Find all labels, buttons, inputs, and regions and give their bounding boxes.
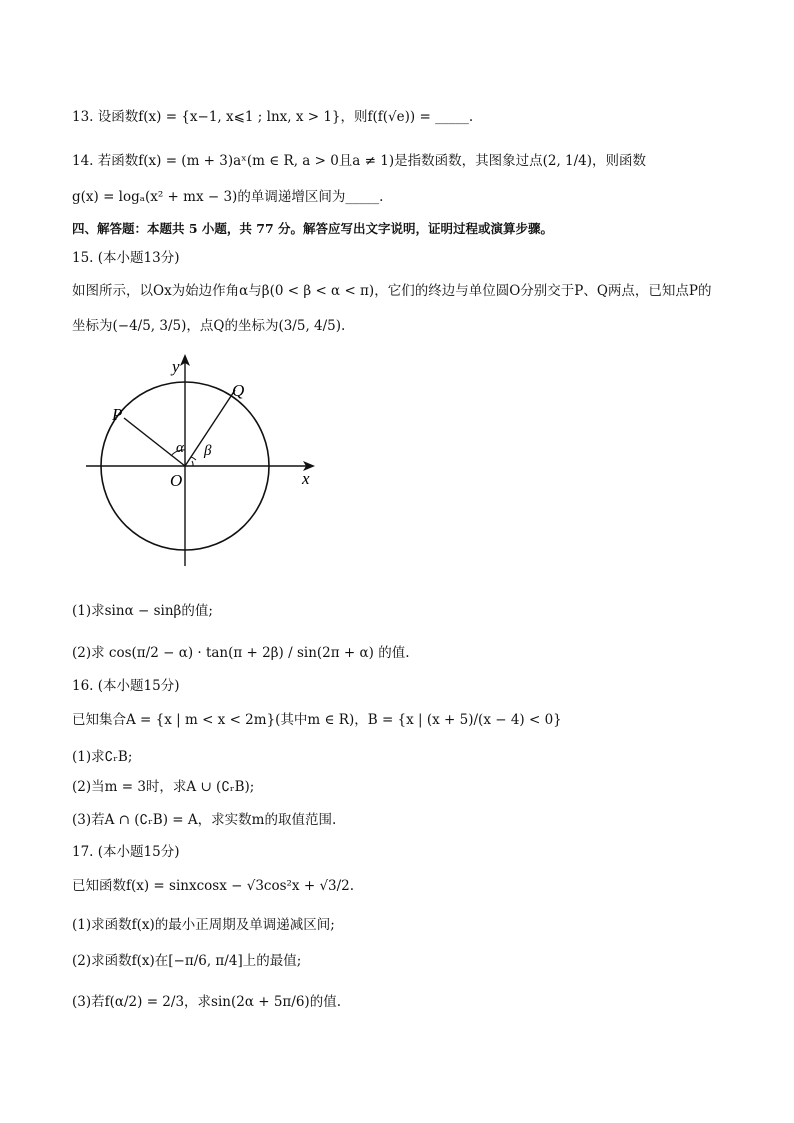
question-16-line-1: 已知集合A = {x | m < x < 2m}(其中m ∈ R)，B = {x | (x + 5)/(x − 4) < 0} [72,712,562,728]
question-15-part-1: (1)求sinα − sinβ的值; [72,603,213,619]
y-axis-label: y [172,357,180,376]
unit-circle-figure [72,350,332,575]
question-16-part-3: (3)若A ∩ (∁ᵣB) = A，求实数m的取值范围. [72,812,337,828]
question-16-part-2: (2)当m = 3时，求A ∪ (∁ᵣB); [72,779,255,795]
question-15-header: 15. (本小题13分) [72,250,180,266]
question-16-part-1: (1)求∁ᵣB; [72,749,133,765]
section-heading: 四、解答题：本题共 5 小题，共 77 分。解答应写出文字说明，证明过程或演算步骤。 [72,221,554,236]
x-axis-label: x [302,469,310,488]
question-15-line-1: 如图所示，以Ox为始边作角α与β(0 < β < α < π)，它们的终边与单位圆O分别交于P、Q两点，已知点P的 [72,283,712,299]
question-14-line-1: 14. 若函数f(x) = (m + 3)aˣ(m ∈ R, a > 0且a ≠ 1)是指数函数，其图象过点(2, 1/4)，则函数 [72,153,647,169]
origin-label: O [170,471,183,490]
beta-arc [191,457,196,460]
question-14-line-2: g(x) = logₐ(x² + mx − 3)的单调递增区间为_____. [72,189,384,205]
question-16-header: 16. (本小题15分) [72,678,180,694]
question-15-part-2: (2)求 cos(π/2 − α) · tan(π + 2β) / sin(2π + α) 的值. [72,645,410,661]
question-13: 13. 设函数f(x) = {x−1, x⩽1 ; lnx, x > 1}，则f(f(√e)) = _____. [72,109,474,125]
question-17-part-1: (1)求函数f(x)的最小正周期及单调递减区间; [72,917,335,933]
question-17-header: 17. (本小题15分) [72,844,180,860]
point-q-label: Q [232,381,245,400]
point-p-label: P [112,405,123,424]
question-17-part-2: (2)求函数f(x)在[−π/6, π/4]上的最值; [72,953,302,969]
question-15-line-2: 坐标为(−4/5, 3/5)，点Q的坐标为(3/5, 4/5). [72,318,346,334]
question-17-part-3: (3)若f(α/2) = 2/3，求sin(2α + 5π/6)的值. [72,994,341,1010]
beta-arc-2 [192,461,193,466]
beta-label: β [204,443,212,459]
alpha-label: α [176,440,184,456]
question-17-line-1: 已知函数f(x) = sinxcosx − √3cos²x + √3/2. [72,878,355,894]
